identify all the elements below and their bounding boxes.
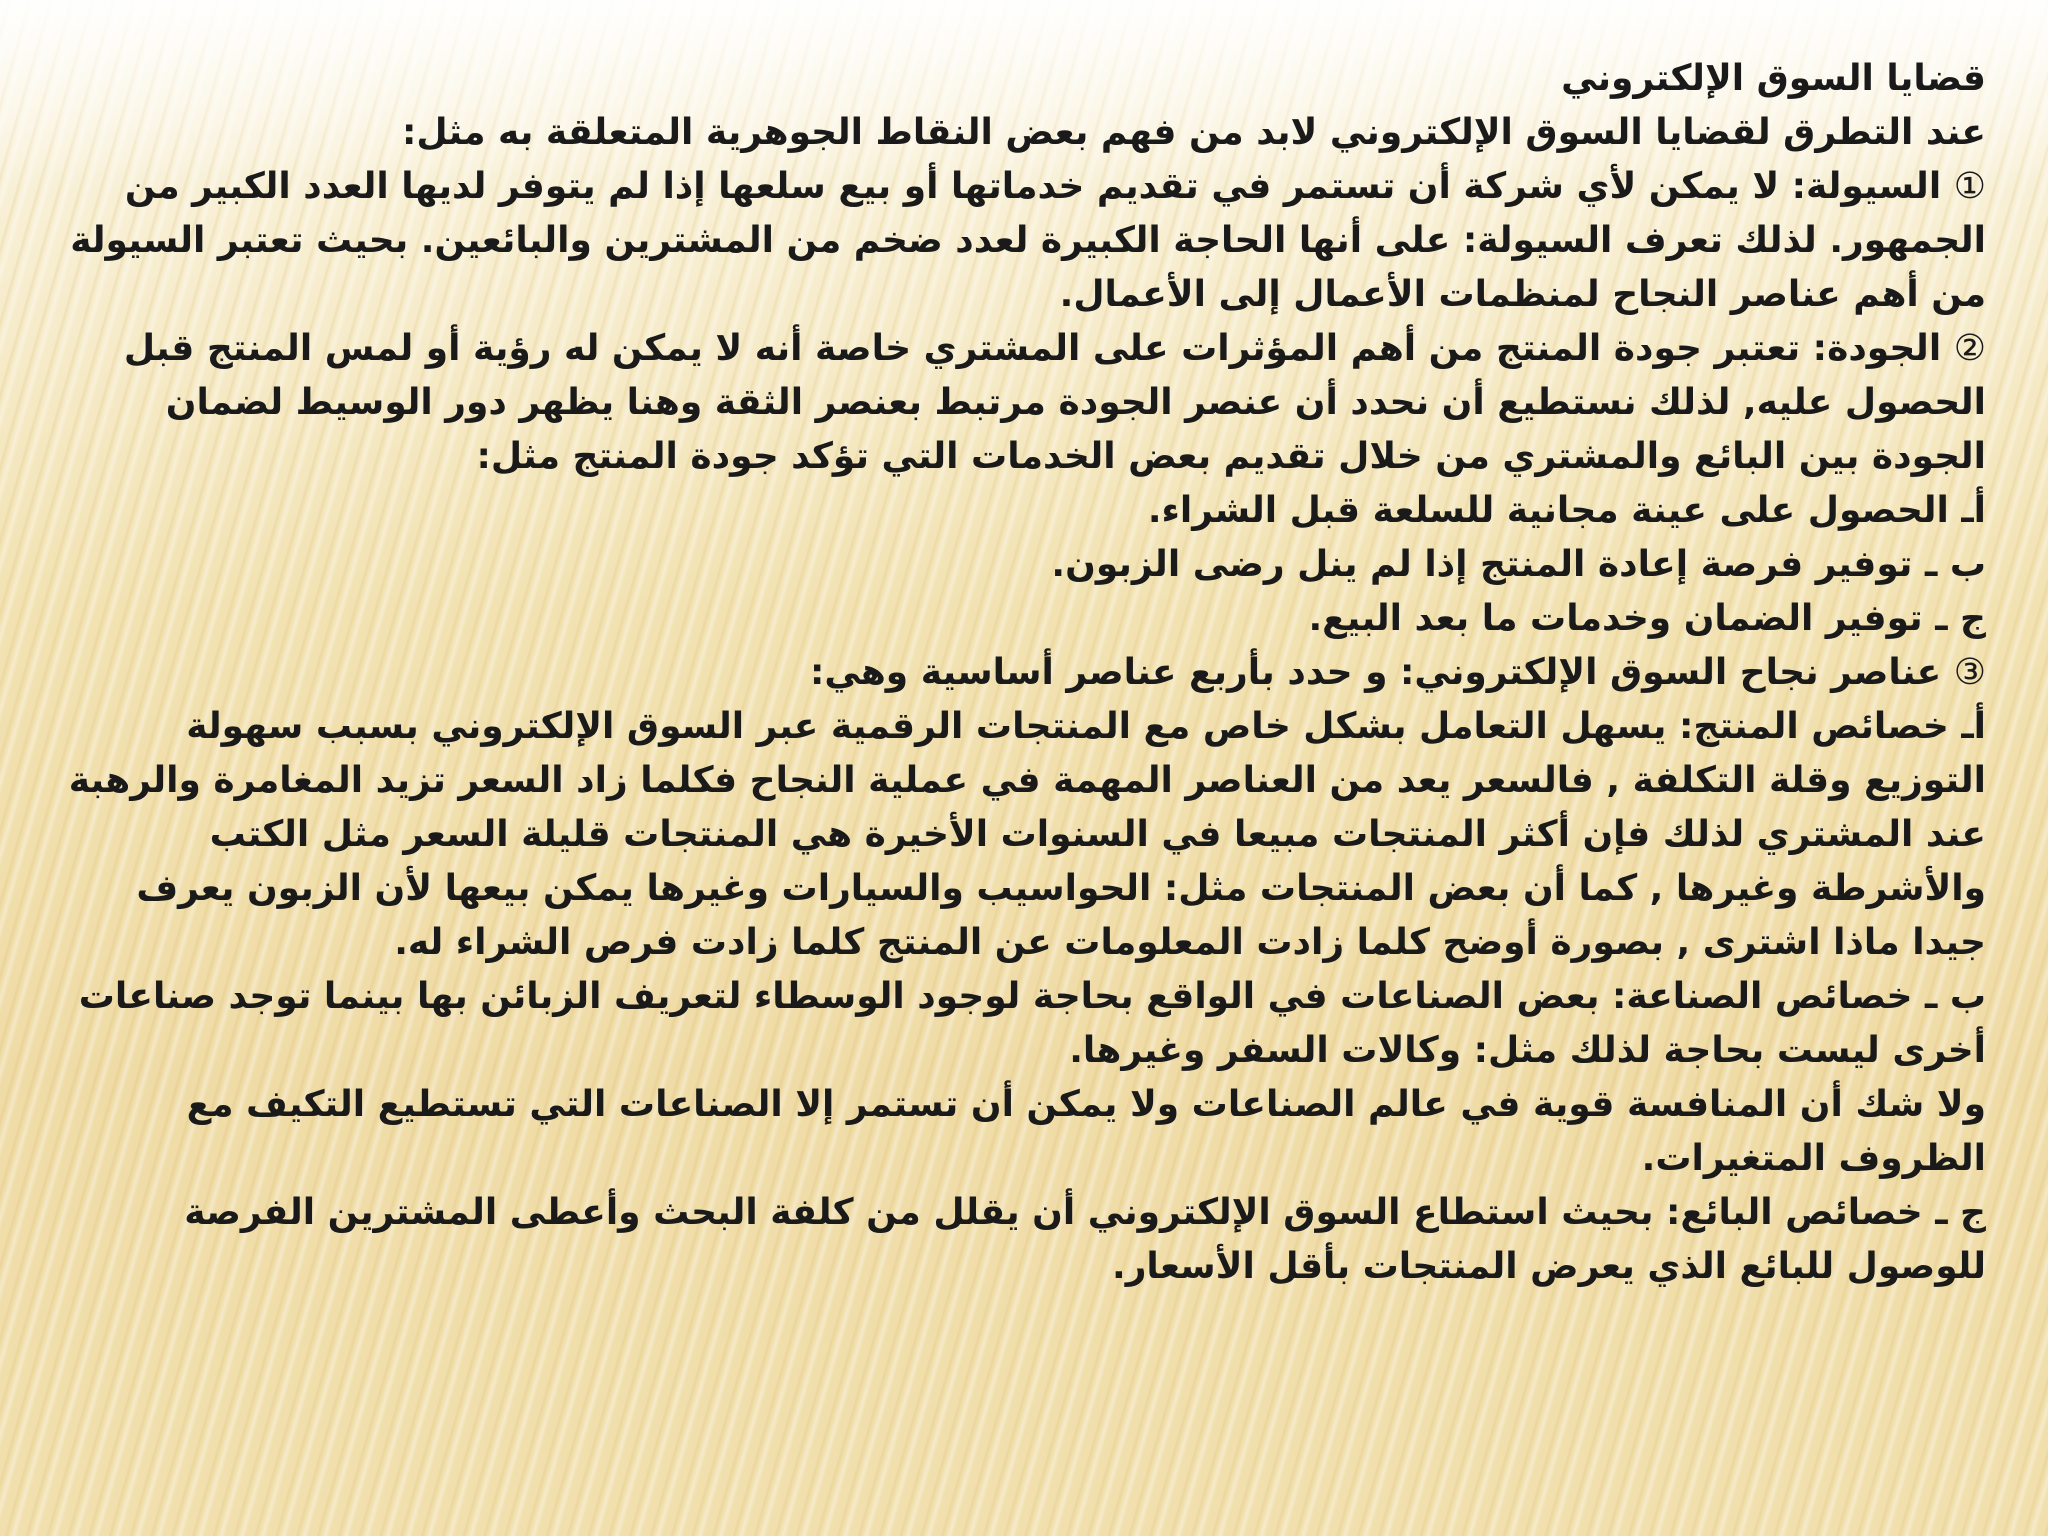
point-3-paragraph — [64, 646, 1986, 700]
point-3-item-a: أـ خصائص المنتج: يسهل التعامل بشكل خاص مع المنتجات الرقمية عبر السوق الإلكتروني بسبب سهولة التوزيع وقلة التكلفة , فالسعر يعد من العناصر المهمة في عملية النجاح فكلما زاد السعر تزيد المغامرة والرهبة عند المشتري لذلك فإن أكثر المنتجات مبيعا في السنوات الأخيرة هي المنتجات قليلة السعر مثل الكتب والأشرطة وغيرها , كما أن بعض المنتجات مثل: الحواسيب والسيارات وغيرها يمكن بيعها لأن الزبون يعرف جيدا ماذا اشترى , بصورة أوضح كلما زادت المعلومات عن المنتج كلما زادت فرص الشراء له. — [68, 706, 1986, 963]
point-2-text: الجودة: تعتبر جودة المنتج من أهم المؤثرات على المشتري خاصة أنه لا يمكن له رؤية أو لمس المنتج قبل الحصول عليه, لذلك نستطيع أن نحدد أن عنصر الجودة مرتبط بعنصر الثقة وهنا يظهر دور الوسيط لضمان الجودة بين البائع والمشتري من خلال تقديم بعض الخدمات التي تؤكد جودة المنتج مثل: — [123, 328, 1986, 477]
slide-title: قضايا السوق الإلكتروني — [1561, 58, 1986, 99]
number-2-icon: ② — [1953, 328, 1986, 369]
point-2-paragraph — [64, 322, 1986, 484]
point-3-text: عناصر نجاح السوق الإلكتروني: و حدد بأربع عناصر أساسية وهي: — [810, 652, 1942, 693]
number-1-icon: ① — [1953, 166, 1986, 207]
number-3-icon: ③ — [1953, 652, 1986, 693]
intro-paragraph: عند التطرق لقضايا السوق الإلكتروني لابد من فهم بعض النقاط الجوهرية المتعلقة به مثل: — [402, 112, 1986, 153]
slide-content — [64, 52, 1986, 1294]
point-1-text: السيولة: لا يمكن لأي شركة أن تستمر في تقديم خدماتها أو بيع سلعها إذا لم يتوفر لديها العدد الكبير من الجمهور. لذلك تعرف السيولة: على أنها الحاجة الكبيرة لعدد ضخم من المشترين والبائعين. بحيث تعتبر السيولة من أهم عناصر النجاح لمنظمات الأعمال إلى الأعمال. — [70, 166, 1986, 315]
point-2-item-c: ج ـ توفير الضمان وخدمات ما بعد البيع. — [1308, 598, 1986, 639]
point-1-paragraph — [64, 160, 1986, 322]
point-3-item-c: ج ـ خصائص البائع: بحيث استطاع السوق الإلكتروني أن يقلل من كلفة البحث وأعطى المشترين الفرصة للوصول للبائع الذي يعرض المنتجات بأقل الأسعار. — [184, 1192, 1986, 1287]
point-3-item-b: ب ـ خصائص الصناعة: بعض الصناعات في الواقع بحاجة لوجود الوسطاء لتعريف الزبائن بها بينما توجد صناعات أخرى ليست بحاجة لذلك مثل: وكالات السفر وغيرها. — [78, 976, 1986, 1071]
point-2-item-a: أـ الحصول على عينة مجانية للسلعة قبل الشراء. — [1147, 490, 1986, 531]
point-2-item-b: ب ـ توفير فرصة إعادة المنتج إذا لم ينل رضى الزبون. — [1051, 544, 1986, 585]
point-3-item-b-note: ولا شك أن المنافسة قوية في عالم الصناعات ولا يمكن أن تستمر إلا الصناعات التي تستطيع التكيف مع الظروف المتغيرات. — [186, 1084, 1986, 1179]
